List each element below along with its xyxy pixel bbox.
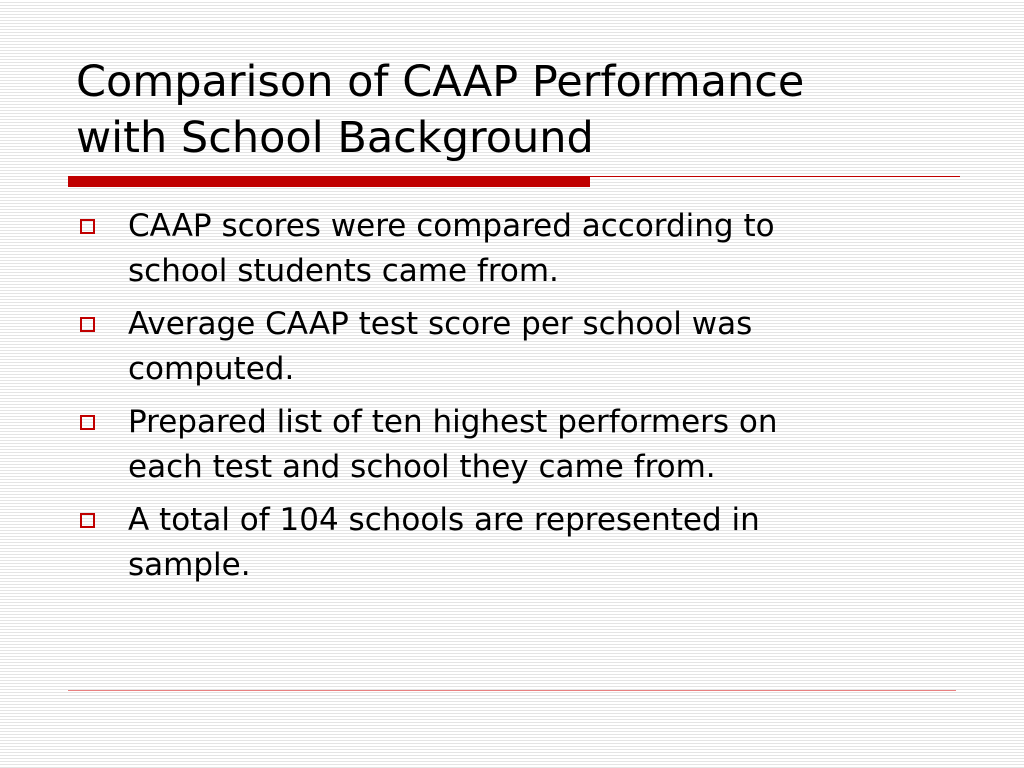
hollow-square-bullet-icon (80, 317, 95, 332)
bullet-line: A total of 104 schools are represented in (128, 502, 760, 538)
bullet-line: sample. (128, 547, 251, 583)
bullet-line: Prepared list of ten highest performers on (128, 404, 778, 440)
title-line-2: with School Background (76, 113, 594, 163)
bullet-item (76, 498, 956, 588)
title-underline-thin (590, 176, 960, 177)
hollow-square-bullet-icon (80, 415, 95, 430)
bullet-list (76, 204, 956, 596)
bullet-item (76, 302, 956, 392)
title-line-1: Comparison of CAAP Performance (76, 57, 805, 107)
bullet-text (128, 498, 956, 588)
bullet-line: Average CAAP test score per school was (128, 306, 753, 342)
hollow-square-bullet-icon (80, 513, 95, 528)
title-underline-thick (68, 176, 590, 187)
bullet-text (128, 204, 956, 294)
bullet-item (76, 204, 956, 294)
slide-title (76, 54, 976, 166)
bullet-line: each test and school they came from. (128, 449, 716, 485)
bullet-item (76, 400, 956, 490)
bullet-line: school students came from. (128, 253, 559, 289)
bullet-text (128, 302, 956, 392)
bullet-line: CAAP scores were compared according to (128, 208, 775, 244)
bullet-text (128, 400, 956, 490)
bullet-line: computed. (128, 351, 295, 387)
footer-rule (68, 690, 956, 691)
hollow-square-bullet-icon (80, 219, 95, 234)
